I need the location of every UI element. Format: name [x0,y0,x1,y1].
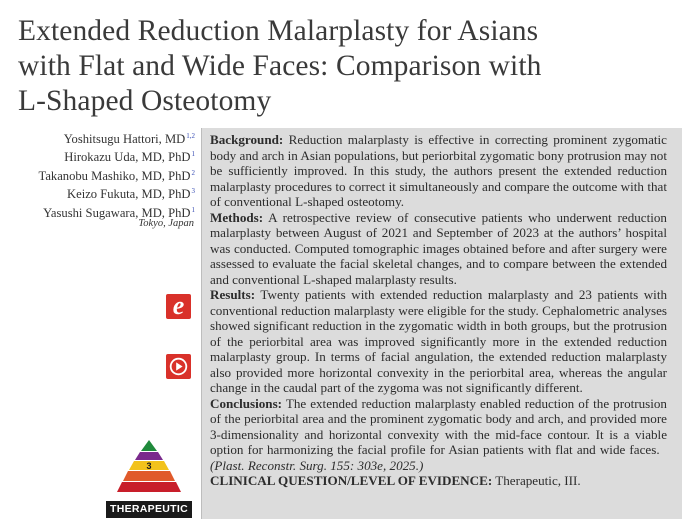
title-line: Extended Reduction Malarplasty for Asians [18,15,539,47]
affiliation-mark[interactable]: 2 [191,168,195,177]
abstract-text [210,132,667,489]
evidence-level-number: 3 [146,461,152,471]
author: Yoshitsugu Hattori, MD$^{1,2}$ [63,132,195,146]
author: Yasushi Sugawara, MD, PhD$^1$ [43,205,195,220]
title-line: L-Shaped Osteotomy [18,85,272,117]
author: Hirokazu Uda, MD, PhD$^1$ [64,150,195,165]
affiliation-mark[interactable]: 3 [191,187,195,196]
evidence-type-label: THERAPEUTIC [106,501,192,518]
author: Keizo Fukuta, MD, PhD$^3$ [67,187,195,202]
section-heading: Conclusions: [210,395,283,411]
section-heading: Background: [210,132,284,147]
author: Takanobu Mashiko, MD, PhD$^2$ [38,168,195,183]
article-title [18,14,658,119]
evidence-level-pyramid-icon [111,438,187,506]
title-line: with Flat and Wide Faces: Comparison with [18,50,542,82]
section-heading: Results: [210,287,256,302]
abstract-methods: Methods: A retrospective review of consecutive patients who underwent reduction malarplasty between August of 2021 and September of 2023 at the authors’ hospital was conducted. Computed tomographic images obtained before and after surgery were assessed to evaluate the facial skeletal changes, and to compare between the extended and conventional L-shaped malarplasty results. [210,209,667,287]
affiliation-mark[interactable]: 1,2 [186,132,195,140]
abstract-box [201,128,682,519]
author-list [0,129,195,221]
affiliation-mark[interactable]: 1 [191,150,195,159]
video-play-icon[interactable] [166,354,191,379]
section-heading: CLINICAL QUESTION/LEVEL OF EVIDENCE: [210,473,493,488]
abstract-background: Background: Reduction malarplasty is effective in correcting prominent zygomatic body and arch in Asian populations, but periorbital zygomatic bony protrusion may not be sufficiently improved. In this study, the authors present the extended reduction malarplasty procedures to correct it simultaneously and compare the outcome with that of conventional L-shaped osteotomy. [210,132,667,209]
affiliation-mark[interactable]: 1 [191,205,195,214]
e-supplement-icon[interactable]: e [166,294,191,319]
clinical-question: CLINICAL QUESTION/LEVEL OF EVIDENCE: Therapeutic, III. [210,473,581,488]
abstract-conclusions: Conclusions: The extended reduction malarplasty enabled reduction of the protrusion of the periorbital area and the prominent zygomatic body and arch, and provided more 3-dimensionality and horizontal convexity with the mid-face contour. It is a viable option for harmonizing the facial profile for Asian patients with flat and wide faces. (Plast. Reconstr. Surg. 155: 303e, 2025.) [210,395,667,473]
citation: (Plast. Reconstr. Surg. 155: 303e, 2025.) [210,457,424,473]
abstract-results: Results: Twenty patients with extended reduction malarplasty and 23 patients with conventional reduction malarplasty were eligible for the study. Cephalometric analyses showed significant reduction in the zygomatic width in both groups, but the protrusion of the periorbital area was improved significantly more in the extended reduction malarplasty group. In terms of facial angulation, the extended reduction malarplasty also provided more horizontal convexity in the periorbital area, whereas the angular change in the caudal part of the zygoma was not significantly different. [210,287,667,395]
section-heading: Methods: [210,209,264,225]
author-location: Tokyo, Japan [138,218,194,229]
